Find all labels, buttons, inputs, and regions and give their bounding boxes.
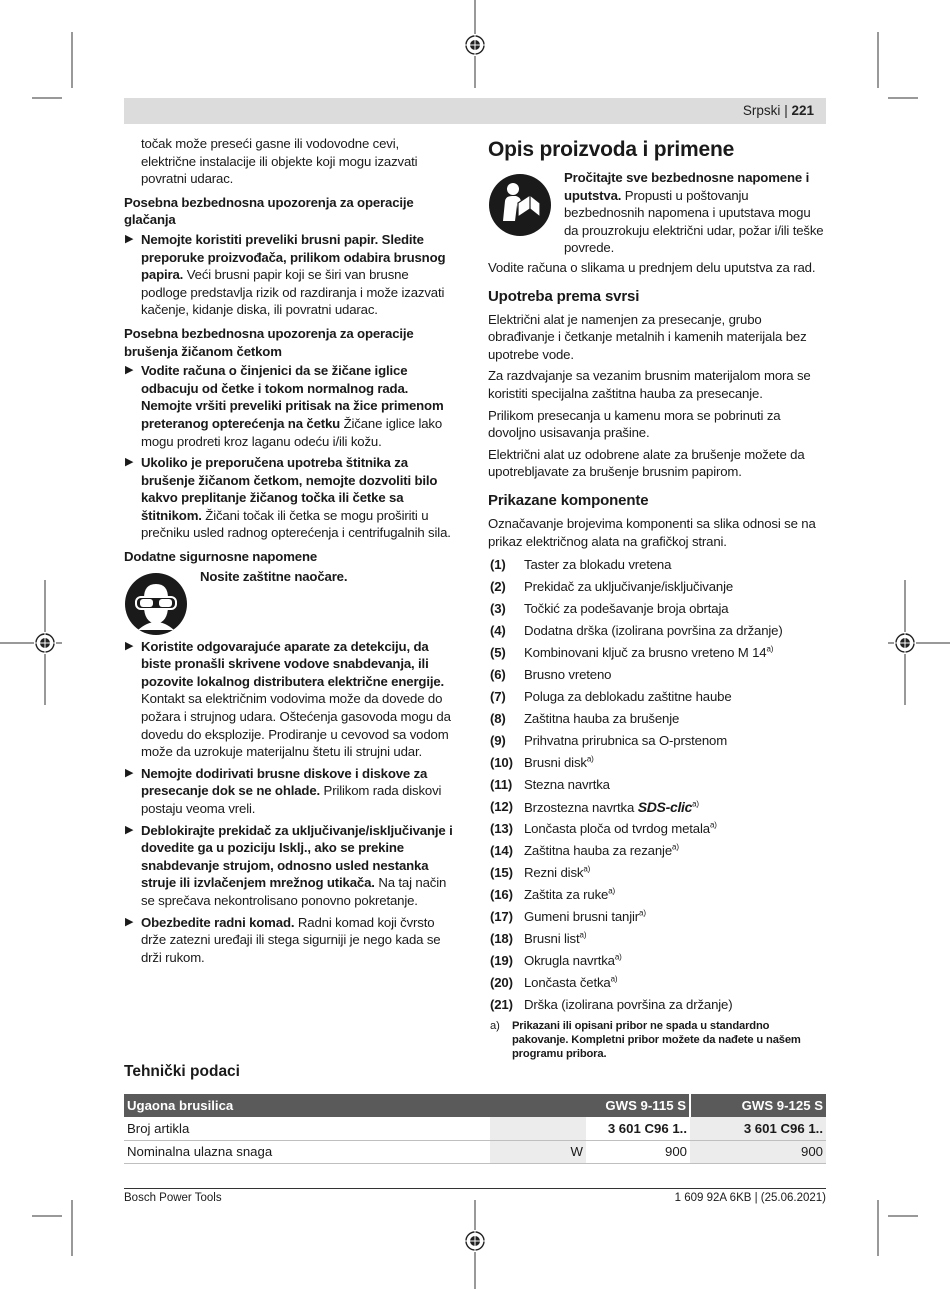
list-item [488,576,826,598]
bullet-bold: Nemojte dodirivati brusne diskove i diskove za presecanje dok se ne ohlade. [141,765,428,799]
components-heading: Prikazane komponente [488,491,649,509]
list-item [488,686,826,708]
item-number: (11) [490,777,513,793]
item-label: Brusni disk [524,755,587,771]
left-column [124,135,454,970]
list-item [488,730,826,752]
list-item [488,972,826,994]
registration-mark-icon [894,632,916,654]
bullet-item [124,638,454,761]
footer-doc-id: 1 609 92A 6KB | (25.06.2021) [674,1192,826,1204]
continued-paragraph: točak može preseći gasne ili vodovodne cevi, električne instalacije ili objekte koji mogu izazvati povratni udarac. [141,136,418,187]
manual-read-icon [488,173,552,237]
item-footnote-ref: a) [579,930,587,940]
item-footnote-ref: a) [692,799,699,809]
bullet-text: Na taj način se sprečava nekontrolisano ponovno pokretanje. [141,875,447,908]
item-number: (19) [490,953,513,969]
item-label: Brusno vreteno [524,667,612,683]
unit-cell [490,1117,586,1140]
list-item [488,796,826,818]
bullet-arrow-icon: ▶ [125,232,134,245]
manual-notice [488,169,826,257]
bullet-item [124,454,454,542]
item-label: Zaštitna hauba za brušenje [524,711,680,727]
item-footnote-ref: a) [766,644,774,654]
header-cell: GWS 9-115 S [586,1094,690,1117]
table-row [124,1140,826,1163]
item-label: Kombinovani ključ za brusno vreteno M 14 [524,645,767,661]
item-number: (2) [490,579,506,595]
item-label: Prekidač za uključivanje/isključivanje [524,579,734,595]
bullet-bold: Deblokirajte prekidač za uključivanje/isključivanje i dovedite ga u poziciju Isklj., ako se prekine snabdevanje strujom, odnosno usled nestanka struje ili izvlačenjem mrežnog utikača. [141,822,453,891]
list-item [488,928,826,950]
item-footnote-ref: a) [610,974,618,984]
item-footnote-ref: a) [583,864,591,874]
bullet-arrow-icon: ▶ [125,364,134,377]
item-label: Prihvatna prirubnica sa O-prstenom [524,733,728,749]
footnote-mark: a) [490,1020,500,1033]
item-number: (15) [490,865,513,881]
components-list [488,554,826,1016]
tech-data-title: Tehnički podaci [124,1063,240,1080]
manual-bold: Pročitajte sve bezbednosne napomene i uputstva. [564,170,810,203]
item-number: (4) [490,623,506,639]
footer-brand: Bosch Power Tools [124,1192,222,1204]
value-cell: 3 601 C96 1.. [586,1117,690,1140]
item-number: (14) [490,843,513,859]
item-label: Drška (izolirana površina za držanje) [524,997,733,1013]
sds-clic-logo: SDS-clic [637,799,693,816]
bullet-bold: Nemojte koristiti preveliki brusni papir. Sledite preporuke proizvođača, prilikom odabira brusnog papira. [141,231,446,283]
item-label: Gumeni brusni tanjir [524,909,640,925]
right-column [488,135,826,1061]
extra-heading: Dodatne sigurnosne napomene [124,549,318,565]
page-header [743,103,814,118]
table-row [124,1117,826,1140]
bullet-arrow-icon: ▶ [125,823,134,836]
bullet-bold: Ukoliko je preporučena upotreba štitnika za brušenje žičanom četkom, nemojte dozvoliti bilo kakvo preplitanje žičanog točka ili četke sa štitnikom. [141,455,438,523]
bullet-text: Žičane iglice lako mogu prodreti kroz laganu odeću i/ili kožu. [141,415,443,449]
list-item [488,818,826,840]
bullet-arrow-icon: ▶ [125,639,134,652]
item-label: Poluga za deblokadu zaštitne haube [524,689,732,705]
item-number: (12) [490,799,513,815]
use-paragraph: Električni alat uz odobrene alate za brušenje možete da upotrebljavate za brušenje brusnim papirom. [488,446,805,480]
bullet-text: Prilikom rada diskovi postaju veoma vreli. [141,783,442,816]
row-label: Nominalna ulazna snaga [124,1140,490,1163]
list-item [488,906,826,928]
page-number: 221 [791,103,814,118]
section-title: Opis proizvoda i primene [488,138,735,161]
bullet-item [124,822,454,910]
safety-goggles-icon [124,572,188,636]
bullet-text: Kontakt sa električnim vodovima može da dovede do požara i strujnog udara. Oštećenja gasovoda mogu da dovedu do eksplozije. Prodiranje u cevovod sa vodom može da uzrokuje materijalnu štetu ili strujni udar. [141,691,451,760]
list-item [488,752,826,774]
use-paragraph: Za razdvajanje sa vezanim brusnim materijalom mora se koristiti specijalna zaštitna hauba za presecanje. [488,368,811,401]
use-paragraph: Prilikom presecanja u kamenu mora se pobrinuti za dovoljno usisavanja prašine. [488,407,781,441]
bullet-text: Žičani točak ili četka se mogu proširiti u prečniku usled radnog opterećenja i centrifugalnih sila. [141,507,451,541]
item-number: (18) [490,931,513,947]
wire-heading: Posebna bezbednosna upozorenja za operacije brušenja žičanom četkom [124,325,414,359]
value-cell: 900 [586,1140,690,1163]
header-cell [490,1094,586,1117]
item-number: (21) [490,997,513,1013]
item-number: (20) [490,975,513,991]
item-label: Rezni disk [524,865,584,881]
item-label: Brzostezna navrtka [524,800,638,816]
item-number: (1) [490,557,506,573]
registration-mark-icon [464,1230,486,1252]
bullet-arrow-icon: ▶ [125,915,134,928]
item-footnote-ref: a) [614,952,622,962]
item-label: Lončasta četka [524,975,611,991]
components-intro: Označavanje brojevima komponenti sa slika odnosi se na prikaz električnog alata na grafičkoj strani. [488,515,816,549]
bullet-item [124,765,454,818]
value-cell: 900 [690,1140,826,1163]
item-footnote-ref: a) [639,908,646,918]
goggles-text: Nosite zaštitne naočare. [200,568,348,584]
item-footnote-ref: a) [672,842,679,852]
images-note: Vodite računa o slikama u prednjem delu uputstva za rad. [488,260,816,275]
item-number: (5) [490,645,506,661]
list-item [488,708,826,730]
item-label: Okrugla navrtka [524,953,615,969]
manual-text: Propusti u poštovanju bezbednosnih napomena i uputstava mogu da prouzrokuju električni udar, požar i/ili teške povrede. [564,187,824,256]
use-heading: Upotreba prema svrsi [488,287,640,305]
bullet-item [124,362,454,450]
polish-heading: Posebna bezbednosna upozorenja za operacije glačanja [124,194,414,228]
item-label: Brusni list [524,931,580,947]
item-number: (13) [490,821,513,837]
item-label: Stezna navrtka [524,777,610,793]
list-item [488,620,826,642]
header-cell: GWS 9-125 S [690,1094,826,1117]
item-number: (10) [490,755,513,771]
item-number: (3) [490,601,506,617]
item-footnote-ref: a) [586,754,594,764]
list-item [488,554,826,576]
registration-mark-icon [464,34,486,56]
bullet-arrow-icon: ▶ [125,766,134,779]
list-item [488,994,826,1016]
section-name: Srpski [742,103,781,118]
item-number: (9) [490,733,506,749]
list-item [488,664,826,686]
bullet-arrow-icon: ▶ [125,456,134,469]
list-item [488,862,826,884]
item-number: (16) [490,887,513,903]
item-number: (17) [490,909,513,925]
item-number: (7) [490,689,506,705]
item-label: Dodatna drška (izolirana površina za držanje) [524,623,783,639]
item-number: (6) [490,667,506,683]
table-header-row [124,1094,826,1117]
item-label: Zaštitna hauba za rezanje [524,843,673,859]
header-cell: Ugaona brusilica [124,1094,490,1117]
item-footnote-ref: a) [709,820,717,830]
bullet-bold: Obezbedite radni komad. [141,914,295,930]
list-item [488,774,826,796]
registration-mark-icon [34,632,56,654]
item-label: Lončasta ploča od tvrdog metala [524,821,710,837]
item-label: Zaštita za ruke [524,887,609,903]
bullet-text: Radni komad koji čvrsto drže zatezni uređaji ili stega sigurniji je nego kada se drži rukom. [141,914,441,965]
list-item [488,642,826,664]
bullet-text: Veći brusni papir koji se širi van brusne podloge predstavlja rizik od razdiranja i može izazvati kačenje, kidanje diska, ili povratni udarac. [141,267,445,318]
row-label: Broj artikla [124,1117,490,1140]
bullet-bold: Vodite računa o činjenici da se žičane iglice odbacuju od četke i tokom normalnog rada. Nemojte vršiti preveliki pritisak na žice primenom preteranog opterećenja na četku [141,363,444,431]
list-item [488,950,826,972]
header-separator: | [784,103,788,118]
list-item [488,840,826,862]
list-item [488,598,826,620]
list-item [488,884,826,906]
page-header-bar [124,98,826,124]
item-label: Točkić za podešavanje broja obrtaja [524,601,729,617]
use-paragraph: Električni alat je namenjen za presecanje, grubo obrađivanje i četkanje metalnih i kamenih materijala bez upotrebe vode. [488,311,807,362]
bullet-bold: Koristite odgovarajuće aparate za detekciju, da biste pronašli skrivene vodove snabdevanja, ili pozovite lokalnog distributera električne energije. [141,638,445,689]
bullet-item [124,231,454,319]
unit-cell: W [490,1140,586,1163]
item-footnote-ref: a) [608,886,616,896]
footnote-text: Prikazani ili opisani pribor ne spada u standardno pakovanje. Kompletni pribor možete da nađete u našem programu pribora. [512,1020,801,1061]
tech-data-table [124,1094,826,1164]
footer-rule [124,1188,826,1189]
value-cell: 3 601 C96 1.. [690,1117,826,1140]
bullet-item [124,914,454,967]
footnote [488,1019,826,1061]
item-number: (8) [490,711,506,727]
goggles-notice [124,568,454,636]
item-label: Taster za blokadu vretena [524,557,672,573]
